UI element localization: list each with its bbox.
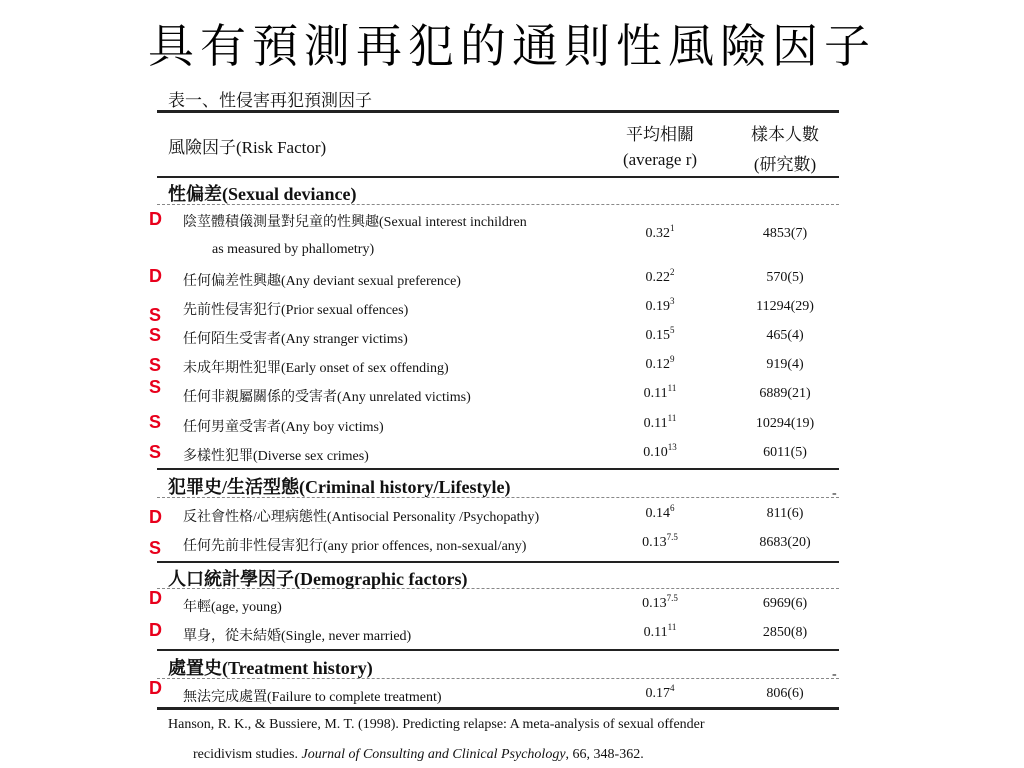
sample-size-value: 6889(21): [759, 386, 811, 401]
factor-text: 任何非親屬關係的受害者(Any unrelated victims): [183, 390, 471, 405]
avg-r-value: 0.22$^2$: [645, 267, 675, 285]
reference-line-2: recidivism studies. Journal of Consulting and Clinical Psychology, 66, 348-362.: [193, 747, 644, 762]
margin-tick: -: [832, 667, 837, 682]
factor-text: 多樣性犯罪(Diverse sex crimes): [183, 449, 369, 464]
table-top-rule: [157, 110, 839, 113]
risk-mark: S: [149, 355, 162, 375]
avg-r-value: 0.11$^{11}$: [643, 622, 677, 640]
journal-name: Journal of Consulting and Clinical Psychology: [301, 747, 566, 762]
reference-line-1: Hanson, R. K., & Bussiere, M. T. (1998). Predicting relapse: A meta-analysis of sexual offender: [168, 717, 705, 732]
slide-title: 具有預測再犯的通則性風險因子: [148, 19, 876, 73]
header-risk-factor: 風險因子(Risk Factor): [168, 138, 327, 157]
risk-mark: S: [149, 377, 162, 397]
avg-r-value: $0.13^{7.5}$: [642, 532, 678, 550]
section-title: 犯罪史/生活型態(Criminal history/Lifestyle): [168, 477, 511, 497]
sample-size-value: 465(4): [766, 328, 804, 343]
factor-text: 先前性侵害犯行(Prior sexual offences): [183, 303, 409, 318]
sample-size-value: 570(5): [766, 270, 804, 285]
sample-size-value: 4853(7): [762, 226, 808, 241]
factor-text: 單身，從未結婚(Single, never married): [183, 629, 412, 644]
header-bottom-rule: [157, 176, 839, 178]
sample-size-value: 6969(6): [762, 596, 808, 611]
sample-size-value: 811(6): [766, 506, 804, 521]
table-caption: 表一、性侵害再犯預測因子: [168, 91, 372, 110]
sample-size-value: 11294(29): [756, 299, 814, 314]
section-rule: [157, 561, 839, 563]
risk-mark: D: [149, 209, 162, 229]
sample-size-value: 6011(5): [763, 445, 807, 460]
avg-r-value: 0.32$^1$: [645, 223, 675, 241]
factor-text: 無法完成處置(Failure to complete treatment): [183, 690, 442, 705]
sample-size-value: 8683(20): [759, 535, 811, 550]
header-average-r: 平均相關: [626, 125, 694, 144]
risk-mark: S: [149, 325, 162, 345]
factor-text: 任何偏差性興趣(Any deviant sexual preference): [183, 274, 461, 289]
factor-text: 反社會性格/心理病態性(Antisocial Personality /Psychopathy): [183, 510, 540, 525]
avg-r-value: 0.17$^4$: [645, 683, 675, 701]
risk-mark: D: [149, 507, 162, 527]
risk-mark: D: [149, 266, 162, 286]
risk-mark: S: [149, 538, 162, 558]
factor-text: 未成年期性犯罪(Early onset of sex offending): [183, 361, 449, 376]
avg-r-value: 0.14$^6$: [645, 503, 675, 521]
risk-mark: S: [149, 412, 162, 432]
factor-text: 任何男童受害者(Any boy victims): [183, 420, 384, 435]
avg-r-value: 0.10$^{13}$: [643, 442, 677, 460]
section-title: 人口統計學因子(Demographic factors): [168, 569, 468, 589]
section-title: 性偏差(Sexual deviance): [168, 184, 357, 204]
table-bottom-rule: [157, 707, 839, 710]
avg-r-value: 0.11$^{11}$: [643, 413, 677, 431]
header-sample-size-en: (研究數): [753, 155, 817, 174]
factor-text: 任何先前非性侵害犯行(any prior offences, non-sexual/any): [183, 539, 527, 554]
factor-text-cont: as measured by phallometry): [212, 242, 375, 257]
section-title: 處置史(Treatment history): [168, 658, 373, 678]
avg-r-value: 0.11$^{11}$: [643, 383, 677, 401]
risk-mark: S: [149, 442, 162, 462]
factor-text: 任何陌生受害者(Any stranger victims): [183, 332, 408, 347]
risk-mark: D: [149, 588, 162, 608]
factor-text: 陰莖體積儀測量對兒童的性興趣(Sexual interest inchildren: [183, 215, 527, 230]
section-rule: [157, 649, 839, 651]
header-average-r-en: (average r): [622, 150, 698, 169]
header-sample-size: 樣本人數: [751, 125, 819, 144]
risk-mark: D: [149, 678, 162, 698]
avg-r-value: 0.15$^5$: [645, 325, 675, 343]
sample-size-value: 10294(19): [755, 416, 815, 431]
avg-r-value: $0.13^{7.5}$: [642, 593, 678, 611]
avg-r-value: 0.19$^3$: [645, 296, 675, 314]
avg-r-value: 0.12$^9$: [645, 354, 675, 372]
margin-tick: -: [832, 486, 837, 501]
risk-mark: D: [149, 620, 162, 640]
risk-mark: S: [149, 305, 162, 325]
sample-size-value: 2850(8): [762, 625, 808, 640]
sample-size-value: 919(4): [766, 357, 804, 372]
sample-size-value: 806(6): [766, 686, 804, 701]
factor-text: 年輕(age, young): [183, 600, 282, 615]
section-rule: [157, 468, 839, 470]
